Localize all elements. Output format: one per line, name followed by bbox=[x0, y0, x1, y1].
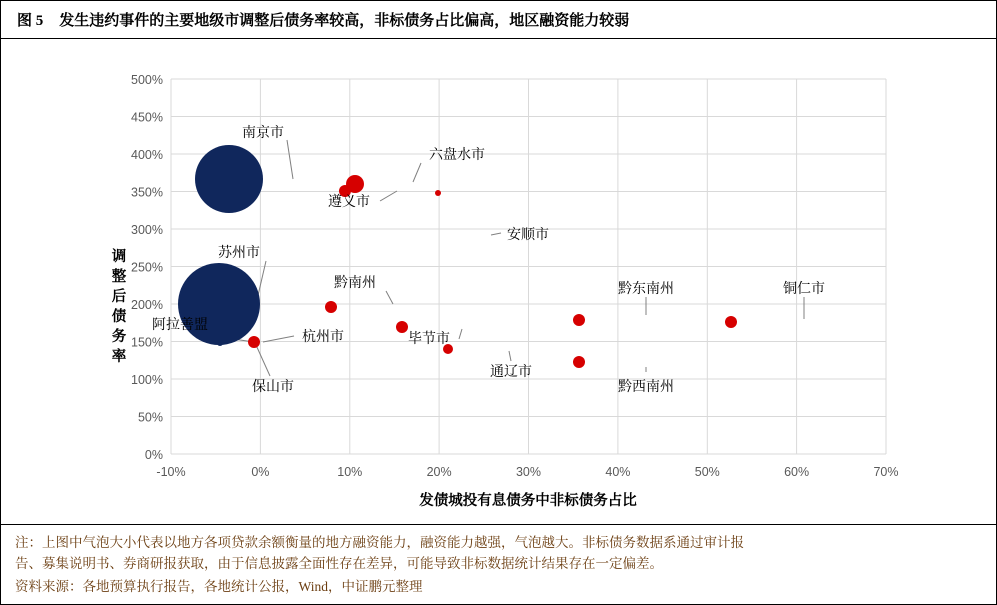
point-label: 杭州市 bbox=[302, 328, 344, 344]
bubble-liupanshui[interactable] bbox=[346, 175, 364, 193]
bubble-qianxinan[interactable] bbox=[573, 356, 585, 368]
point-label: 遵义市 bbox=[328, 193, 370, 209]
bubble-qiandongnan[interactable] bbox=[573, 314, 585, 326]
x-tick: 60% bbox=[784, 465, 810, 479]
figure-number: 图 5 bbox=[17, 13, 44, 29]
y-tick: 100% bbox=[131, 373, 163, 387]
bubble-anshun[interactable] bbox=[435, 190, 441, 196]
point-label: 黔南州 bbox=[334, 274, 376, 290]
x-tick: 70% bbox=[873, 465, 899, 479]
figure-footer bbox=[1, 524, 996, 604]
point-label: 通辽市 bbox=[490, 363, 532, 379]
footnote-line-1: 注：上图中气泡大小代表以地方各项贷款余额衡量的地方融资能力，融资能力越强，气泡越大。非标债务数据系通过审计报 bbox=[15, 535, 744, 551]
bubble-bijie[interactable] bbox=[396, 321, 408, 333]
svg-text:务: 务 bbox=[111, 329, 127, 345]
x-tick: 30% bbox=[515, 465, 542, 479]
point-label: 阿拉善盟 bbox=[152, 316, 208, 332]
point-label: 黔东南州 bbox=[618, 280, 674, 296]
source-line: 资料来源：各地预算执行报告，各地统计公报，Wind，中证鹏元整理 bbox=[15, 579, 423, 595]
bubble-chart bbox=[1, 39, 996, 514]
point-label: 保山市 bbox=[252, 378, 294, 394]
point-label: 毕节市 bbox=[408, 330, 450, 346]
x-tick: -10% bbox=[156, 465, 186, 479]
y-tick: 350% bbox=[131, 185, 163, 200]
x-tick: 50% bbox=[694, 465, 720, 479]
y-axis-title bbox=[112, 248, 127, 365]
footnote-line-2: 告、募集说明书、券商研报获取，由于信息披露全面性存在差异，可能导致非标数据统计结果存在一定偏差。 bbox=[15, 556, 663, 572]
point-label: 苏州市 bbox=[218, 244, 260, 260]
bubble-nanjing[interactable] bbox=[195, 145, 263, 213]
x-axis-tick-labels bbox=[156, 465, 898, 479]
figure-header bbox=[1, 1, 996, 39]
bubble-suzhou[interactable] bbox=[178, 263, 260, 345]
point-label: 安顺市 bbox=[507, 226, 549, 242]
y-tick: 200% bbox=[131, 298, 163, 312]
x-axis-title: 发债城投有息债务中非标债务占比 bbox=[419, 493, 637, 509]
x-tick: 0% bbox=[251, 465, 270, 479]
y-tick: 400% bbox=[131, 148, 163, 162]
y-tick: 450% bbox=[131, 110, 163, 125]
x-tick: 20% bbox=[426, 465, 452, 479]
svg-text:率: 率 bbox=[111, 349, 127, 365]
x-tick: 40% bbox=[605, 465, 631, 479]
chart-plot-area bbox=[1, 39, 996, 514]
bubble-qiannan[interactable] bbox=[325, 301, 337, 313]
point-label: 南京市 bbox=[242, 124, 284, 140]
bubble-tongren[interactable] bbox=[725, 316, 737, 328]
point-label: 六盘水市 bbox=[429, 146, 485, 162]
data-bubbles bbox=[178, 145, 737, 368]
y-tick: 0% bbox=[144, 448, 163, 462]
point-label: 铜仁市 bbox=[783, 280, 825, 296]
y-tick: 500% bbox=[131, 73, 163, 87]
point-label: 黔西南州 bbox=[618, 378, 674, 394]
svg-text:整: 整 bbox=[111, 269, 127, 285]
svg-text:债: 债 bbox=[111, 309, 127, 325]
svg-text:后: 后 bbox=[111, 289, 127, 305]
y-axis-tick-labels bbox=[131, 73, 163, 462]
y-tick: 300% bbox=[131, 223, 163, 237]
y-tick: 50% bbox=[137, 410, 163, 425]
page-title: 发生违约事件的主要地级市调整后债务率较高，非标债务占比偏高，地区融资能力较弱 bbox=[59, 13, 630, 29]
svg-text:调: 调 bbox=[111, 249, 127, 265]
bubble-hangzhou[interactable] bbox=[248, 336, 260, 348]
y-tick: 250% bbox=[131, 260, 163, 275]
y-tick: 150% bbox=[131, 335, 163, 350]
x-tick: 10% bbox=[337, 465, 363, 479]
